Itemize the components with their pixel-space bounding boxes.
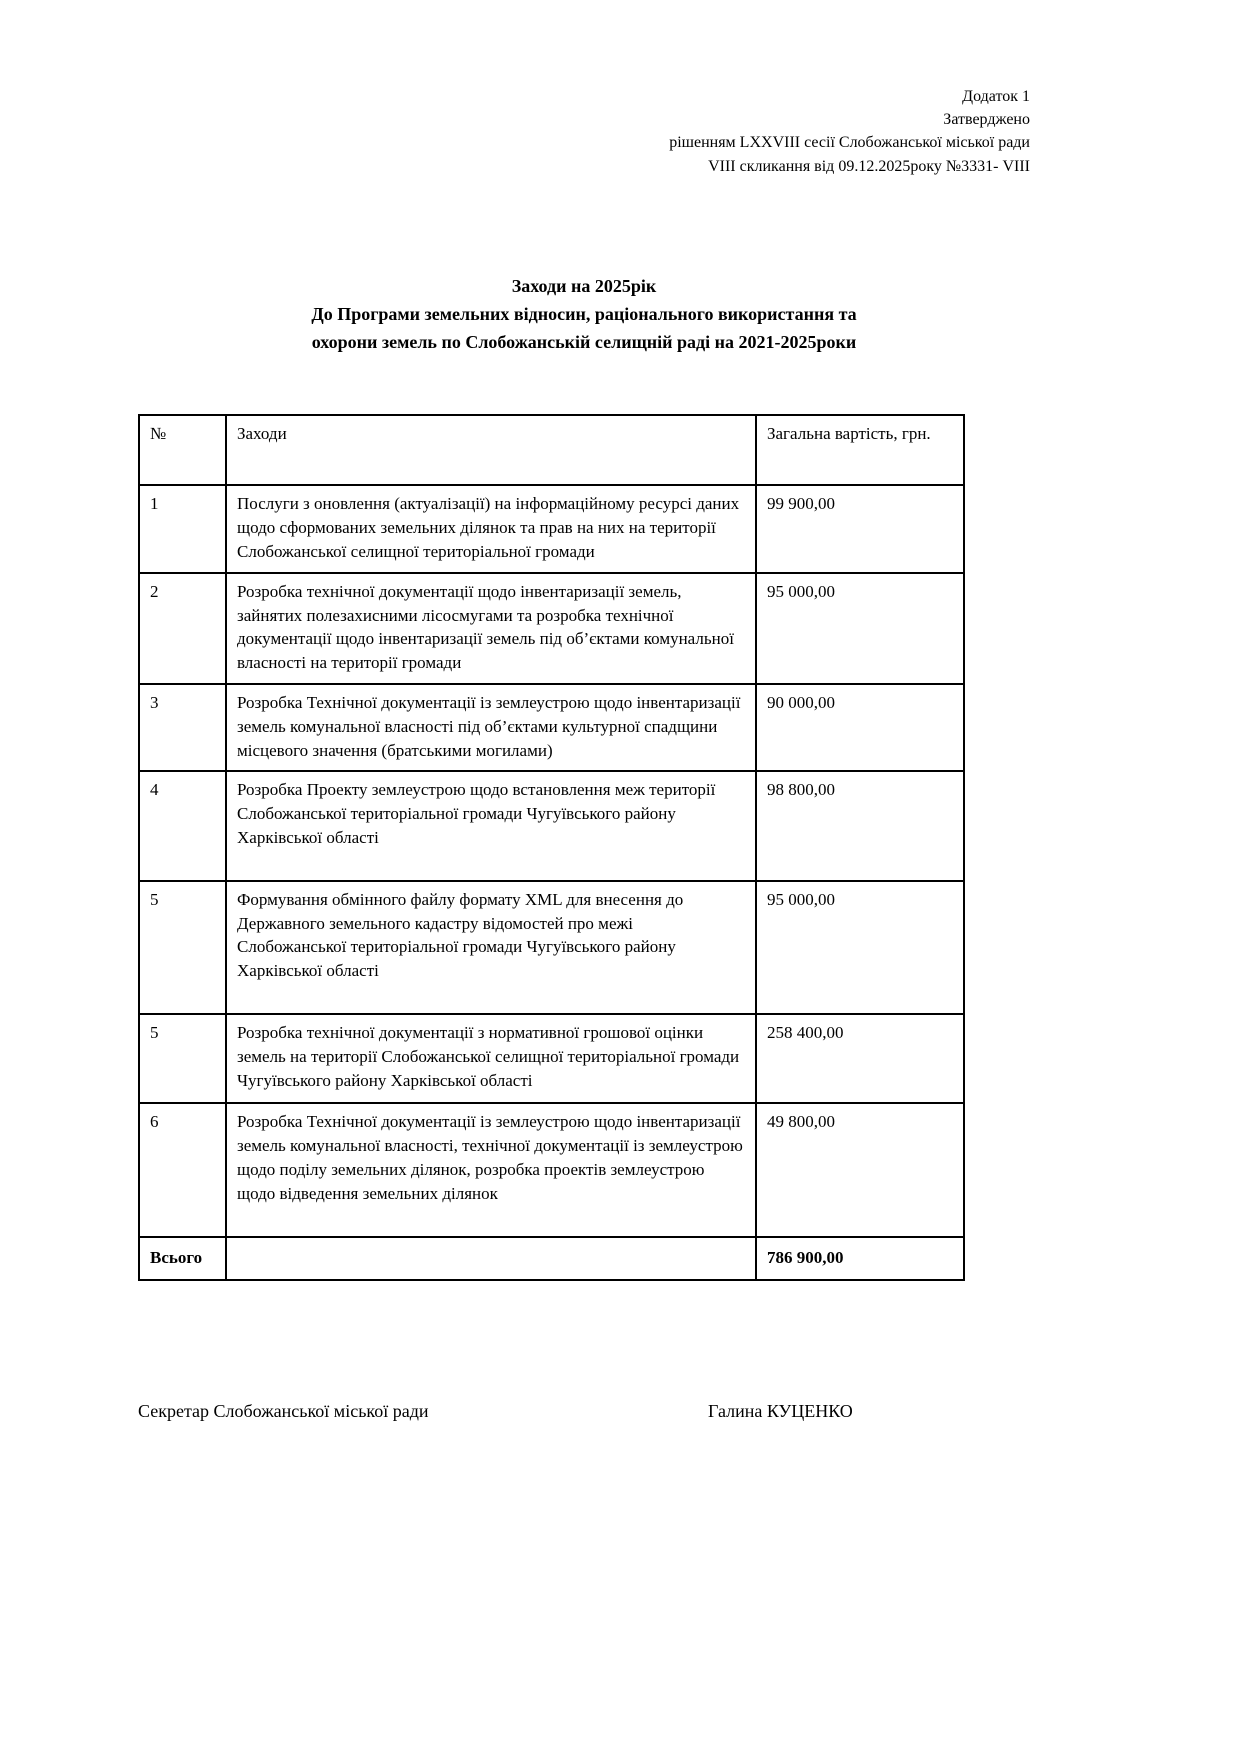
row-number: 2 — [139, 573, 226, 684]
total-value: 786 900,00 — [756, 1237, 964, 1281]
measures-table — [138, 414, 965, 1281]
total-label: Всього — [139, 1237, 226, 1281]
title-line-2: До Програми земельних відносин, раціонального використання та — [311, 303, 857, 324]
row-number: 1 — [139, 485, 226, 572]
column-header-num: № — [139, 415, 226, 485]
row-measure: Розробка Технічної документації із землеустрою щодо інвентаризації земель комунальної власності під об’єктами культурної спадщини місцевого значення (братськими могилами) — [226, 684, 756, 771]
row-measure: Розробка технічної документації з нормативної грошової оцінки земель на території Слобожанської селищної територіальної громади Чугуївського району Харківської області — [226, 1014, 756, 1103]
page-title — [138, 273, 1030, 357]
row-measure: Послуги з оновлення (актуалізації) на інформаційному ресурсі даних щодо сформованих земельних ділянок та прав на них на території Слобожанської селищної територіальної громади — [226, 485, 756, 572]
row-cost: 99 900,00 — [756, 485, 964, 572]
header-line-appendix: Додаток 1 — [962, 88, 1030, 105]
row-cost: 49 800,00 — [756, 1103, 964, 1236]
table-row — [139, 573, 964, 684]
table-row — [139, 1014, 964, 1103]
row-measure: Розробка Технічної документації із землеустрою щодо інвентаризації земель комунальної власності, технічної документації із землеустрою щодо поділу земельних ділянок, розробка проектів землеустрою щодо відведення земельних ділянок — [226, 1103, 756, 1236]
header-line-convocation: VIII скликання від 09.12.2025року №3331- VIII — [708, 157, 1030, 175]
column-header-cost: Загальна вартість, грн. — [756, 415, 964, 485]
title-line-1: Заходи на 2025рік — [511, 275, 657, 296]
column-header-measure: Заходи — [226, 415, 756, 485]
signature-title: Секретар Слобожанської міської ради — [138, 1401, 429, 1422]
signature-block — [138, 1401, 963, 1422]
row-cost: 98 800,00 — [756, 771, 964, 880]
header-line-approved: Затверджено — [943, 111, 1030, 129]
table-row — [139, 881, 964, 1014]
approval-header — [138, 85, 1030, 178]
title-line-3: охорони земель по Слобожанській селищній раді на 2021-2025роки — [311, 331, 857, 352]
row-measure: Розробка технічної документації щодо інвентаризації земель, зайнятих полезахисними лісосмугами та розробка технічної документації щодо інвентаризації земель під об’єктами комунальної власності на території громади — [226, 573, 756, 684]
row-cost: 95 000,00 — [756, 881, 964, 1014]
total-empty-cell — [226, 1237, 756, 1281]
row-measure: Формування обмінного файлу формату XML для внесення до Державного земельного кадастру відомостей про межі Слобожанської територіальної громади Чугуївського району Харківської області — [226, 881, 756, 1014]
row-number: 5 — [139, 1014, 226, 1103]
header-line-session: рішенням LXXVIII сесії Слобожанської міської ради — [669, 134, 1030, 152]
row-number: 4 — [139, 771, 226, 880]
table-total-row — [139, 1237, 964, 1281]
signature-name: Галина КУЦЕНКО — [708, 1401, 853, 1422]
row-number: 5 — [139, 881, 226, 1014]
table-row — [139, 771, 964, 880]
table-row — [139, 1103, 964, 1236]
table-header-row — [139, 415, 964, 485]
row-cost: 90 000,00 — [756, 684, 964, 771]
row-cost: 258 400,00 — [756, 1014, 964, 1103]
table-row — [139, 485, 964, 572]
table-row — [139, 684, 964, 771]
row-number: 6 — [139, 1103, 226, 1236]
row-cost: 95 000,00 — [756, 573, 964, 684]
row-measure: Розробка Проекту землеустрою щодо встановлення меж території Слобожанської територіальної громади Чугуївського району Харківської області — [226, 771, 756, 880]
row-number: 3 — [139, 684, 226, 771]
